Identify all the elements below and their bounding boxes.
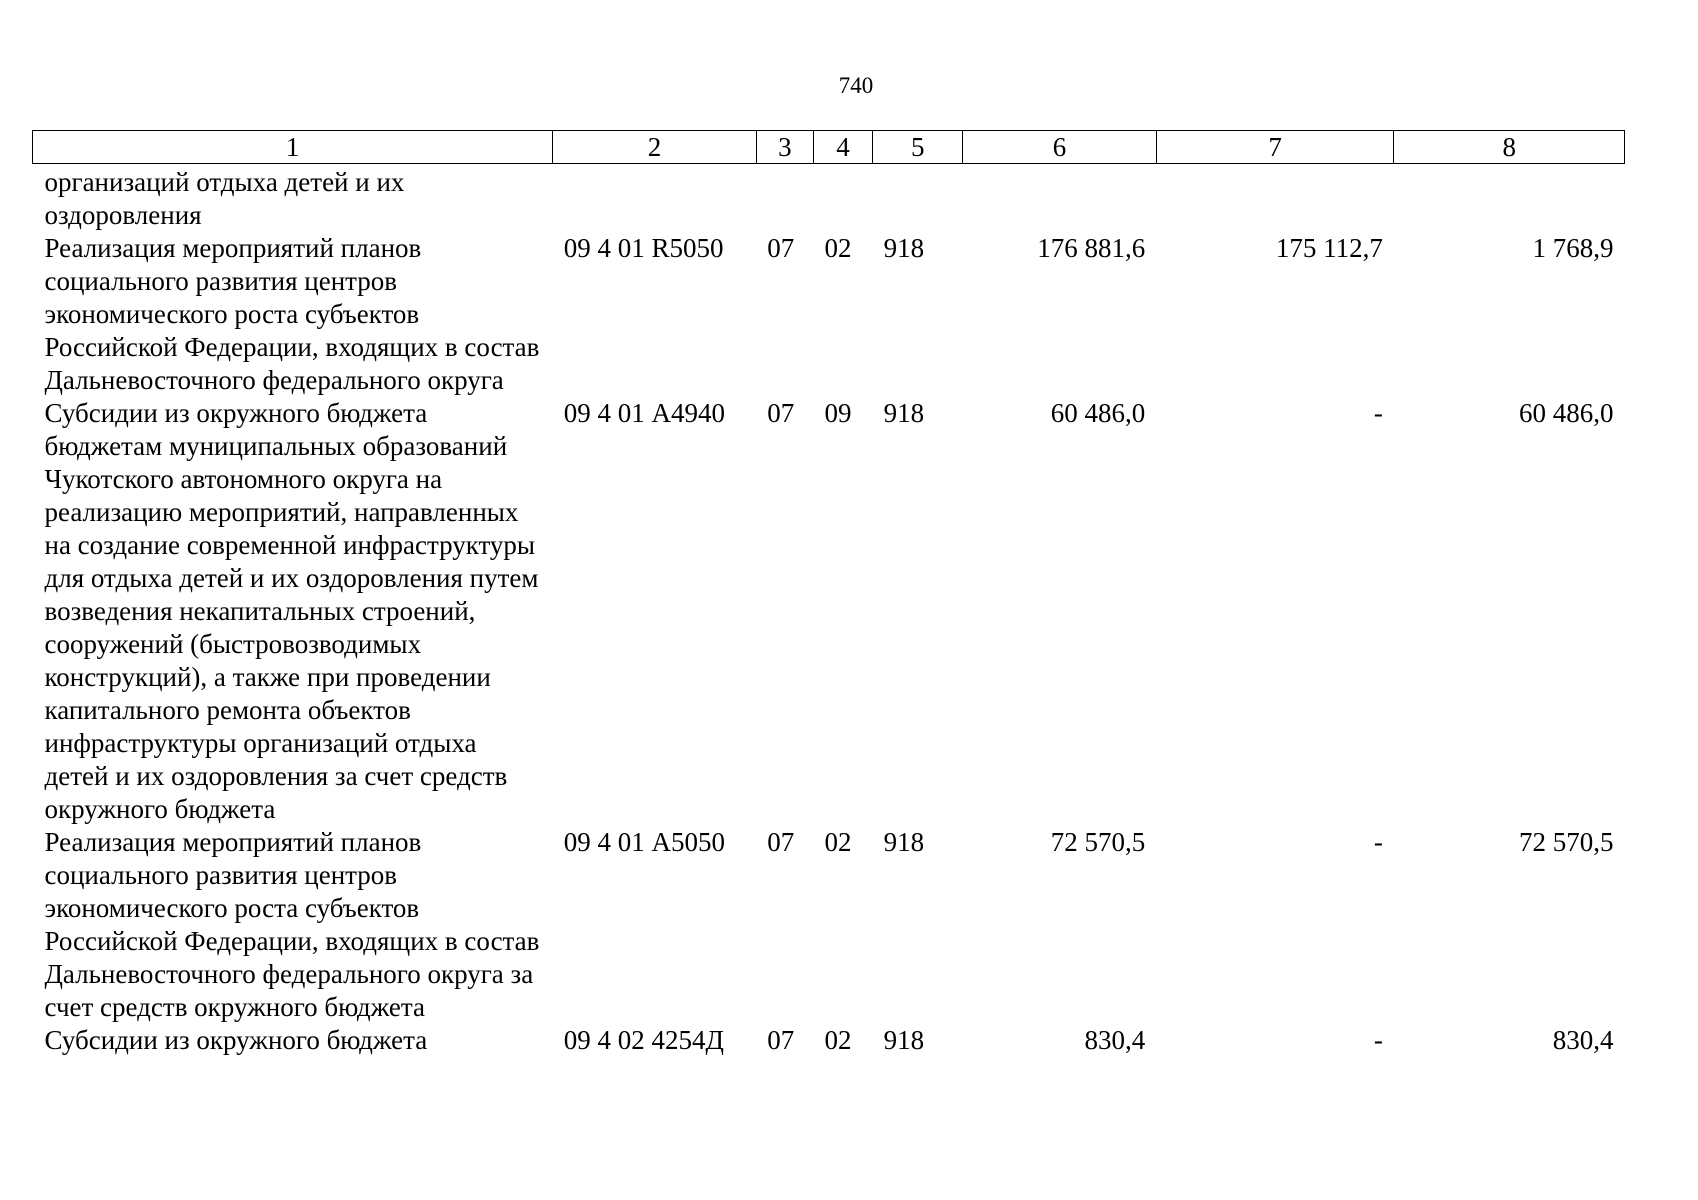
header-cell-6: 6: [963, 131, 1156, 164]
section-cell: 07: [767, 398, 795, 428]
federal-cell: -: [1373, 398, 1383, 428]
subsection-cell: 02: [824, 827, 852, 857]
table-row: [33, 1024, 1625, 1057]
section-cell: [756, 164, 813, 233]
description-cell: Субсидии из окружного бюджета: [44, 1025, 428, 1055]
section-cell: 07: [767, 827, 795, 857]
total-cell: 176 881,6: [1037, 233, 1146, 263]
federal-cell: 175 112,7: [1275, 233, 1383, 263]
subsection-cell: 09: [824, 398, 852, 428]
total-cell: [963, 164, 1156, 233]
federal-cell: -: [1373, 827, 1383, 857]
description-cell: Субсидии из окружного бюджета бюджетам муниципальных образований Чукотского автономного округа на реализацию мероприятий, направленных на создание современной инфраструктуры для отдыха детей и их оздоровления путем возведения некапитальных строений, сооружений (быстровозводимых конструкций), а также при проведении капитального ремонта объектов инфраструктуры организаций отдыха детей и их оздоровления за счет средств окружного бюджета: [44, 398, 539, 824]
description-cell: Реализация мероприятий планов социального развития центров экономического роста субъектов Российской Федерации, входящих в состав Дальневосточного федерального округа за счет средств окружного бюджета: [44, 827, 540, 1022]
federal-cell: -: [1373, 1025, 1383, 1055]
header-cell-2: 2: [553, 131, 757, 164]
ved-cell: 918: [883, 827, 925, 857]
regional-cell: 1 768,9: [1532, 233, 1614, 263]
total-cell: 72 570,5: [1050, 827, 1146, 857]
subsection-cell: 02: [824, 233, 852, 263]
subsection-cell: [813, 164, 872, 233]
header-row: [33, 131, 1625, 164]
regional-cell: [1394, 164, 1625, 233]
code-cell: 09 4 01 А5050: [563, 827, 726, 857]
description-cell: организаций отдыха детей и их оздоровления: [44, 167, 405, 230]
budget-table: [32, 130, 1625, 1057]
code-cell: 09 4 01 А4940: [563, 398, 726, 428]
header-cell-4: 4: [813, 131, 872, 164]
section-cell: 07: [767, 233, 795, 263]
description-cell: Реализация мероприятий планов социального развития центров экономического роста субъектов Российской Федерации, входящих в состав Дальневосточного федерального округа: [44, 233, 540, 395]
table-row: [33, 397, 1625, 826]
table-header: [33, 131, 1625, 164]
code-cell: 09 4 01 R5050: [563, 233, 724, 263]
total-cell: 60 486,0: [1050, 398, 1146, 428]
subsection-cell: 02: [824, 1025, 852, 1055]
table-row: [33, 232, 1625, 397]
table-row: [33, 164, 1625, 233]
ved-cell: 918: [883, 1025, 925, 1055]
ved-cell: 918: [883, 398, 925, 428]
regional-cell: 60 486,0: [1519, 398, 1614, 428]
header-cell-3: 3: [756, 131, 813, 164]
header-cell-8: 8: [1394, 131, 1625, 164]
table-row: [33, 826, 1625, 1024]
ved-cell: [873, 164, 963, 233]
federal-cell: [1156, 164, 1394, 233]
total-cell: 830,4: [1084, 1025, 1146, 1055]
header-cell-7: 7: [1156, 131, 1394, 164]
table-body: [33, 164, 1625, 1058]
code-cell: 09 4 02 4254Д: [563, 1025, 724, 1055]
regional-cell: 72 570,5: [1519, 827, 1614, 857]
header-cell-1: 1: [33, 131, 553, 164]
header-cell-5: 5: [873, 131, 963, 164]
ved-cell: 918: [883, 233, 925, 263]
code-cell: [553, 164, 757, 233]
regional-cell: 830,4: [1552, 1025, 1614, 1055]
section-cell: 07: [767, 1025, 795, 1055]
page-number: 740: [838, 73, 874, 98]
